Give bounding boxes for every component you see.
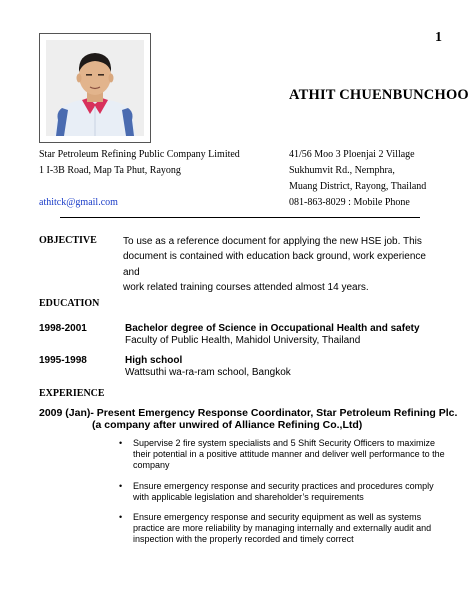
company-name: Star Petroleum Refining Public Company Limited [39,149,240,160]
education-degree: Bachelor degree of Science in Occupational Health and safety [125,323,420,334]
list-item [119,512,449,545]
list-item-text: Supervise 2 fire system specialists and 5 Shift Security Officers to maximize their potential in a positive attitude manner and deliver well performance to the company [133,438,445,470]
job-company-line: (a company after unwired of Alliance Refining Co.,Ltd) [92,419,363,431]
bullet-icon: • [119,438,123,448]
home-address-line2: Sukhumvit Rd., Nernphra, [289,165,395,176]
education-heading: EDUCATION [39,298,100,309]
phone-number: 081-863-8029 : Mobile Phone [289,197,410,208]
list-item-text: Ensure emergency response and security practices and procedures comply with applicable legislation and shareholder’s requirements [133,480,434,502]
page-number: 1 [435,30,442,45]
profile-photo-frame [39,33,151,143]
responsibility-list [119,438,449,555]
list-item [119,481,449,503]
home-address-line1: 41/56 Moo 3 Ploenjai 2 Village [289,149,415,160]
objective-heading: OBJECTIVE [39,235,97,246]
header-divider [60,217,420,218]
objective-line: document is contained with education back ground, work experience and [123,251,426,278]
education-years: 1998-2001 [39,323,87,334]
home-address-line3: Muang District, Rayong, Thailand [289,181,427,192]
profile-photo [46,40,144,136]
list-item-text: Ensure emergency response and security equipment as well as systems practice are more reliability by managing internally and externally audit and inspection with the properly recorded and timely correct [133,512,432,544]
list-item [119,438,449,471]
job-title-line: 2009 (Jan)- Present Emergency Response Coordinator, Star Petroleum Refining Plc. [39,407,458,419]
bullet-icon: • [119,480,123,491]
education-years: 1995-1998 [39,355,87,366]
objective-line: To use as a reference document for applying the new HSE job. This [123,236,422,247]
objective-line: work related training courses attended almost 14 years. [123,281,369,293]
objective-text [123,234,443,295]
person-portrait-icon [46,40,144,136]
education-degree: High school [125,355,183,366]
education-detail: Faculty of Public Health, Mahidol University, Thailand [125,335,361,346]
bullet-icon: • [119,512,123,522]
candidate-name: ATHIT CHUENBUNCHOO [289,87,469,103]
email-link[interactable]: athitck@gmail.com [39,197,118,208]
experience-heading: EXPERIENCE [39,388,105,399]
company-address: 1 I-3B Road, Map Ta Phut, Rayong [39,165,181,176]
education-detail: Wattsuthi wa-ra-ram school, Bangkok [125,367,291,378]
